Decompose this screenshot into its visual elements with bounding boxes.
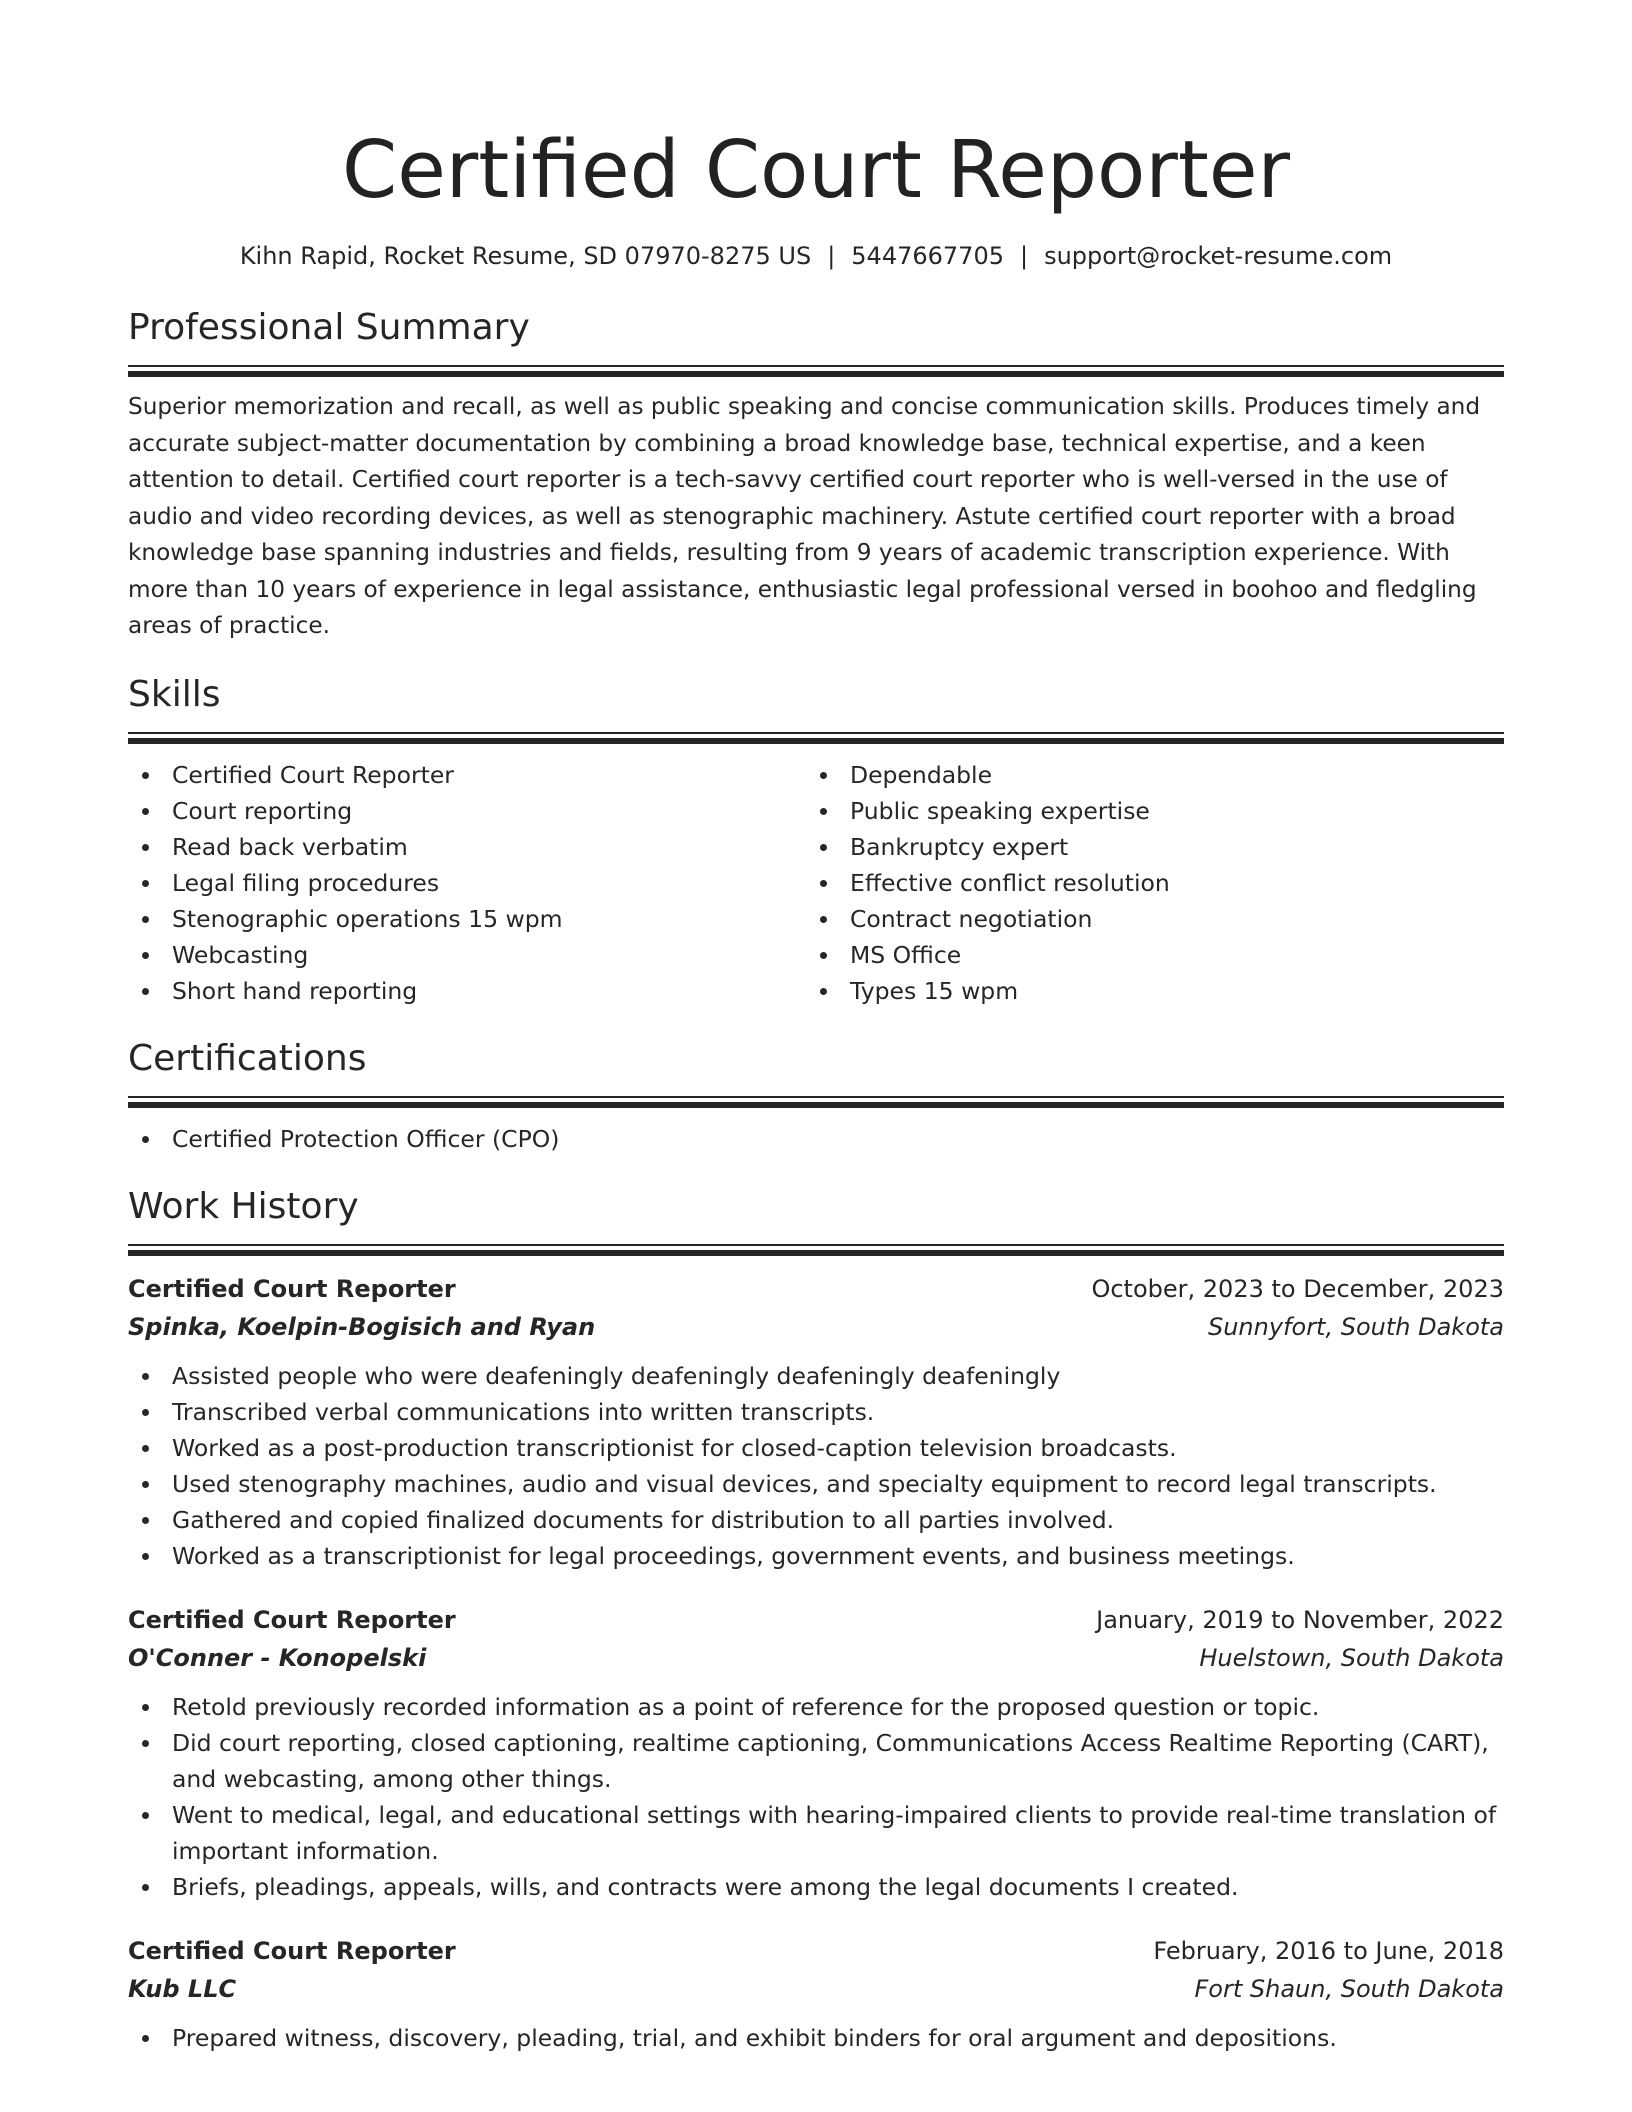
skill-item: MS Office bbox=[806, 937, 1484, 973]
job-subheader bbox=[128, 1639, 1504, 1677]
job-title: Certified Court Reporter bbox=[128, 1605, 456, 1634]
job-header bbox=[128, 1932, 1504, 1970]
job-company: O'Conner - Konopelski bbox=[128, 1643, 427, 1672]
skill-item: Read back verbatim bbox=[128, 829, 806, 865]
certifications-list bbox=[128, 1121, 1504, 1157]
skills-heading: Skills bbox=[128, 673, 221, 715]
skill-item: Stenographic operations 15 wpm bbox=[128, 901, 806, 937]
section-divider bbox=[128, 365, 1504, 377]
job-bullets bbox=[128, 1358, 1504, 1574]
job-entry bbox=[128, 1932, 1504, 2056]
job-company: Kub LLC bbox=[128, 1974, 237, 2003]
skill-item: Dependable bbox=[806, 757, 1484, 793]
resume-page bbox=[128, 0, 1504, 2056]
skill-item: Types 15 wpm bbox=[806, 973, 1484, 1009]
skill-item: Legal filing procedures bbox=[128, 865, 806, 901]
job-dates: January, 2019 to November, 2022 bbox=[1096, 1605, 1504, 1634]
skill-item: Bankruptcy expert bbox=[806, 829, 1484, 865]
job-header bbox=[128, 1601, 1504, 1639]
resume-title: Certified Court Reporter bbox=[342, 124, 1290, 216]
skills-columns bbox=[128, 757, 1504, 1009]
job-bullets bbox=[128, 1689, 1504, 1905]
summary-text: Superior memorization and recall, as well as public speaking and concise communication skills. Produces timely and accurate subject-matter documentation by combining a broad knowledge base, technical expertise, and a keen attention to detail. Certified court reporter is a tech-savvy certified court reporter who is well-versed in the use of audio and video recording devices, as well as stenographic machinery. Astute certified court reporter with a broad knowledge base spanning industries and fields, resulting from 9 years of academic transcription experience. With more than 10 years of experience in legal assistance, enthusiastic legal professional versed in boohoo and fledgling areas of practice. bbox=[128, 393, 1481, 639]
job-location: Fort Shaun, South Dakota bbox=[1194, 1974, 1504, 2003]
contact-line bbox=[128, 240, 1504, 272]
job-entry bbox=[128, 1601, 1504, 1905]
contact-separator: | bbox=[1019, 242, 1029, 270]
job-bullet: Went to medical, legal, and educational settings with hearing-impaired clients to provide real-time translation of important information. bbox=[128, 1797, 1504, 1869]
skill-item: Contract negotiation bbox=[806, 901, 1484, 937]
section-divider bbox=[128, 1096, 1504, 1108]
skills-list-left bbox=[128, 757, 806, 1009]
job-bullet: Used stenography machines, audio and visual devices, and specialty equipment to record legal transcripts. bbox=[128, 1466, 1504, 1502]
section-divider bbox=[128, 1244, 1504, 1256]
skill-item: Court reporting bbox=[128, 793, 806, 829]
contact-address: Kihn Rapid, Rocket Resume, SD 07970-8275 US bbox=[239, 242, 812, 270]
skills-list-right bbox=[806, 757, 1484, 1009]
job-header bbox=[128, 1270, 1504, 1308]
certifications-heading: Certifications bbox=[128, 1037, 367, 1079]
job-bullet: Worked as a transcriptionist for legal proceedings, government events, and business meetings. bbox=[128, 1538, 1504, 1574]
job-dates: February, 2016 to June, 2018 bbox=[1153, 1936, 1504, 1965]
job-bullet: Prepared witness, discovery, pleading, trial, and exhibit binders for oral argument and depositions. bbox=[128, 2020, 1504, 2056]
contact-separator: | bbox=[827, 242, 836, 270]
job-dates: October, 2023 to December, 2023 bbox=[1091, 1274, 1504, 1303]
job-bullet: Gathered and copied finalized documents for distribution to all parties involved. bbox=[128, 1502, 1504, 1538]
job-bullet: Worked as a post-production transcriptionist for closed-caption television broadcasts. bbox=[128, 1430, 1504, 1466]
skill-item: Webcasting bbox=[128, 937, 806, 973]
job-location: Huelstown, South Dakota bbox=[1199, 1643, 1504, 1672]
summary-section bbox=[128, 306, 1504, 645]
job-bullet: Transcribed verbal communications into written transcripts. bbox=[128, 1394, 1504, 1430]
summary-heading: Professional Summary bbox=[128, 307, 530, 348]
job-bullet: Assisted people who were deafeningly deafeningly deafeningly deafeningly bbox=[128, 1358, 1504, 1394]
job-bullets bbox=[128, 2020, 1504, 2056]
job-bullet: Did court reporting, closed captioning, realtime captioning, Communications Access Realtime Reporting (CART), and webcasting, among other things. bbox=[128, 1725, 1504, 1797]
job-company: Spinka, Koelpin-Bogisich and Ryan bbox=[128, 1312, 596, 1341]
certification-item: Certified Protection Officer (CPO) bbox=[128, 1121, 1504, 1157]
job-entry bbox=[128, 1270, 1504, 1574]
job-location: Sunnyfort, South Dakota bbox=[1207, 1312, 1504, 1341]
job-bullet: Retold previously recorded information as a point of reference for the proposed question or topic. bbox=[128, 1689, 1504, 1725]
job-bullet: Briefs, pleadings, appeals, wills, and contracts were among the legal documents I created. bbox=[128, 1869, 1504, 1905]
contact-phone: 5447667705 bbox=[851, 242, 1004, 270]
work-heading: Work History bbox=[128, 1185, 359, 1227]
job-subheader bbox=[128, 1308, 1504, 1346]
skill-item: Certified Court Reporter bbox=[128, 757, 806, 793]
certifications-section bbox=[128, 1037, 1504, 1157]
job-subheader bbox=[128, 1970, 1504, 2008]
job-title: Certified Court Reporter bbox=[128, 1936, 456, 1965]
section-divider bbox=[128, 732, 1504, 744]
skills-section bbox=[128, 673, 1504, 1009]
work-section bbox=[128, 1185, 1504, 2056]
contact-email[interactable]: support@rocket-resume.com bbox=[1044, 242, 1393, 270]
job-title: Certified Court Reporter bbox=[128, 1274, 456, 1303]
skill-item: Public speaking expertise bbox=[806, 793, 1484, 829]
skill-item: Effective conflict resolution bbox=[806, 865, 1484, 901]
skill-item: Short hand reporting bbox=[128, 973, 806, 1009]
